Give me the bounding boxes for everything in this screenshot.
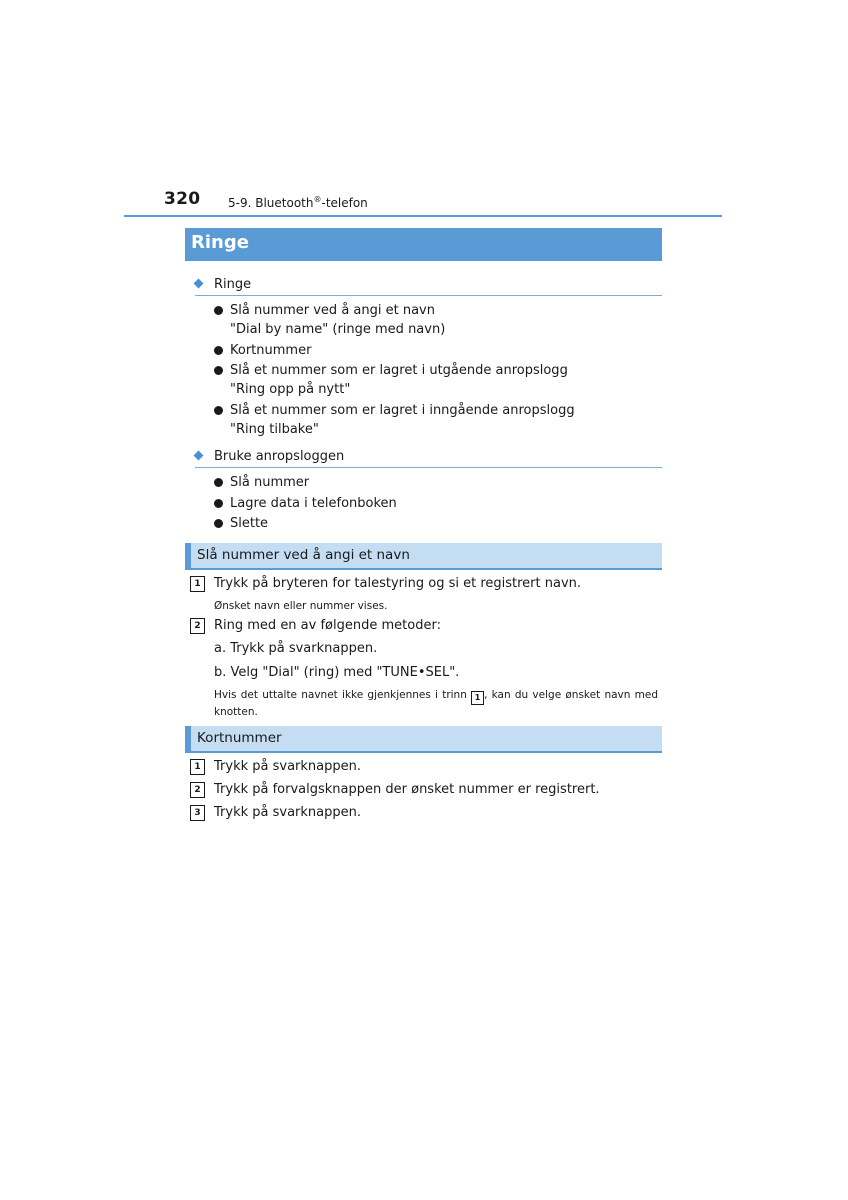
bullet-icon: [214, 478, 223, 487]
bullet-icon: [214, 366, 223, 375]
option-b: b. Velg "Dial" (ring) med "TUNE•SEL".: [214, 665, 460, 680]
step-number-box: 1: [190, 759, 205, 775]
step-note: Ønsket navn eller nummer vises.: [214, 600, 388, 612]
bullet-icon: [214, 406, 223, 415]
section-bar-kortnummer: Kortnummer: [185, 726, 662, 753]
bullet-icon: [214, 519, 223, 528]
page-title: Ringe: [191, 232, 249, 253]
bullet-icon: [214, 499, 223, 508]
subheading-anropsloggen: Bruke anropsloggen: [195, 449, 662, 468]
step-number-box: 2: [190, 782, 205, 798]
subheading-ringe: Ringe: [195, 277, 662, 296]
step-number-box: 3: [190, 805, 205, 821]
breadcrumb: 5-9. Bluetooth®-telefon: [228, 195, 368, 210]
section-bar-dial-by-name: Slå nummer ved å angi et navn: [185, 543, 662, 570]
bullet-icon: [214, 306, 223, 315]
step-number-box: 1: [190, 576, 205, 592]
recognition-note: Hvis det uttalte navnet ikke gjenkjennes i trinn 1 , kan du velge ønsket navn med knotten.: [214, 689, 658, 718]
diamond-icon: [194, 279, 204, 289]
diamond-icon: [194, 451, 204, 461]
header-rule: [124, 215, 722, 217]
step-reference-box: 1: [471, 691, 484, 705]
page-title-bar: [185, 228, 662, 261]
option-a: a. Trykk på svarknappen.: [214, 641, 378, 656]
step-number-box: 2: [190, 618, 205, 634]
bullet-icon: [214, 346, 223, 355]
page-number: 320: [164, 189, 201, 209]
